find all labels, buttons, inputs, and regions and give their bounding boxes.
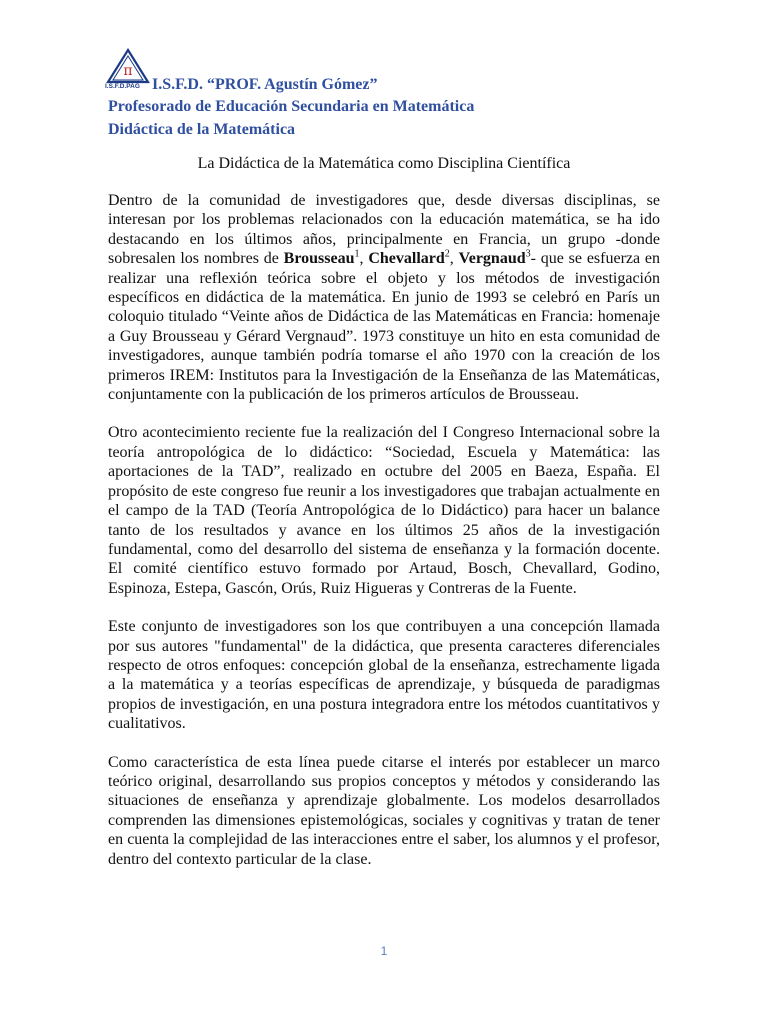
author-vergnaud: Vergnaud — [458, 250, 526, 268]
separator: , — [359, 250, 369, 268]
author-brousseau: Brousseau — [283, 250, 355, 268]
page-number: 1 — [380, 944, 388, 958]
program-name: Profesorado de Educación Secundaria en Matemática — [108, 98, 475, 115]
author-chevallard: Chevallard — [368, 250, 445, 268]
paragraph-1-text-b: - que se esfuerza en realizar una reflexión teórica sobre el objeto y los métodos de investigación específicos en didáctica de la matemática. En junio de 1993 se celebró en París un coloquio titulado “Veinte años de Didáctica de las Matemáticas en Francia: homenaje a Guy Brousseau y Gérard Vergnaud”. 1973 constituye un hito en esta comunidad de investigadores, aunque también podría tomarse el año 1970 con la creación de los primeros IREM: Institutos para la Investigación de la Enseñanza de las Matemáticas, conjuntamente con la publicación de los primeros artículos de Brousseau. — [108, 250, 661, 404]
logo-caption: I.S.F.D.PAG — [105, 83, 140, 90]
document-title: La Didáctica de la Matemática como Disciplina Científica — [197, 155, 571, 172]
paragraph-4: Como característica de esta línea puede citarse el interés por establecer un marco teórico original, desarrollando sus propios conceptos y métodos y considerando las situaciones de enseñanza y aprendizaje globalmente. Los modelos desarrollados comprenden las dimensiones epistemológicas, sociales y cognitivas y tratan de tener en cuenta la complejidad de las interacciones entre el saber, los alumnos y el profesor, dentro del contexto particular de la clase. — [108, 753, 660, 868]
separator: , — [449, 250, 459, 268]
footnote-ref-1[interactable]: 1 — [354, 248, 360, 260]
triangle-logo-icon — [106, 48, 150, 84]
document-header — [105, 48, 660, 144]
institution-name: I.S.F.D. “PROF. Agustín Gómez” — [152, 76, 378, 93]
institution-logo — [106, 48, 150, 90]
document-page — [105, 48, 661, 888]
paragraph-2: Otro acontecimiento reciente fue la realización del I Congreso Internacional sobre la teoría antropológica de lo didáctico: “Sociedad, Escuela y Matemática: las aportaciones de la TAD”, realizado en octubre del 2005 en Baeza, España. El propósito de este congreso fue reunir a los investigadores que trabajan actualmente en el campo de la TAD (Teoría Antropológica de lo Didáctico) para hacer un balance tanto de los resultados y avance en los últimos 25 años de la investigación fundamental, como del desarrollo del sistema de enseñanza y la formación docente. El comité científico estuvo formado por Artaud, Bosch, Chevallard, Godino, Espinoza, Estepa, Gascón, Orús, Ruiz Higueras y Contreras de la Fuente. — [108, 424, 660, 597]
paragraph-3: Este conjunto de investigadores son los que contribuyen a una concepción llamada por sus autores "fundamental" de la didáctica, que presenta caracteres diferenciales respecto de otros enfoques: concepción global de la enseñanza, estrechamente ligada a la matemática y a teorías específicas de aprendizaje, y búsqueda de paradigmas propios de investigación, en una postura integradora entre los métodos cuantitativos y cualitativos. — [108, 618, 660, 733]
paragraph-1 — [108, 191, 660, 404]
pi-symbol: π — [123, 63, 133, 79]
course-name: Didáctica de la Matemática — [108, 121, 296, 138]
footnote-ref-2[interactable]: 2 — [444, 248, 450, 260]
footnote-ref-3[interactable]: 3 — [525, 248, 531, 260]
paragraph-1-text-a: Dentro de la comunidad de investigadores que, desde diversas disciplinas, se interesan por los problemas relacionados con la educación matemática, se ha ido destacando en los últimos años, principalmente en Francia, un grupo -donde sobresalen los nombres de — [108, 192, 660, 268]
